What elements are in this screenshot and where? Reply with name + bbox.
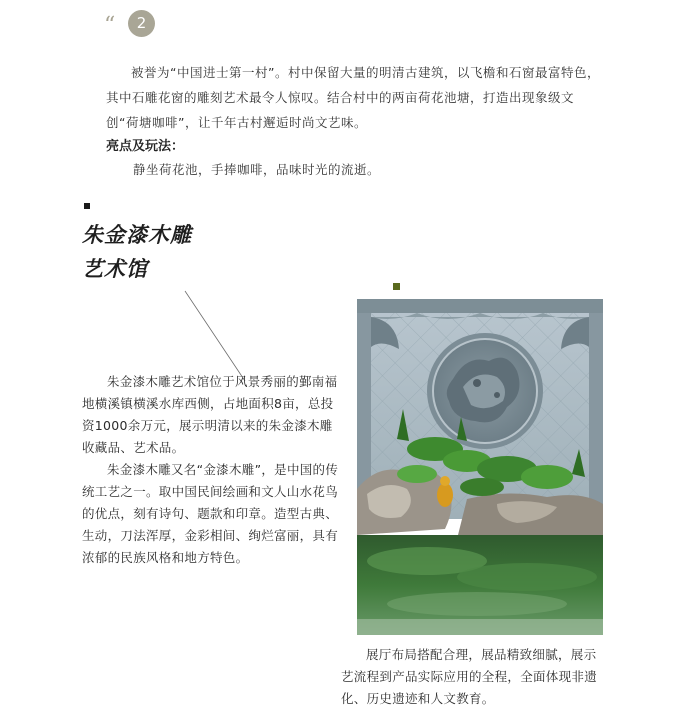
quote-mark-icon: “ <box>104 13 116 38</box>
caption-line-2: 艺流程到产品实际应用的全程，全面体现非遗 <box>341 669 598 684</box>
caption-line-3: 化、历史遗迹和人文教育。 <box>341 691 495 706</box>
decorative-diagonal-line <box>184 290 246 382</box>
section-title <box>82 218 192 286</box>
section-title-line1: 朱金漆木雕 <box>82 223 192 247</box>
highlight-label: 亮点及玩法： <box>106 139 185 154</box>
section-description <box>82 371 344 569</box>
accent-square-icon <box>393 283 400 290</box>
section-title-line2: 艺术馆 <box>82 257 148 281</box>
highlight-text: 静坐荷花池，手捧咖啡，品味时光的流逝。 <box>133 162 381 177</box>
museum-photo <box>357 299 603 635</box>
caption-line-1: 展厅布局搭配合理，展品精致细腻，展示 <box>366 647 597 662</box>
description-paragraph-2: 朱金漆木雕又名“金漆木雕”，是中国的传统工艺之一。取中国民间绘画和文人山水花鸟的优点，刻有诗句、题款和印章。造型古典、生动，刀法浑厚，金彩相间、绚烂富丽，具有浓郁的民族风格和地方特色。 <box>82 462 339 565</box>
photo-caption <box>341 644 604 710</box>
bullet-square-icon <box>84 203 90 209</box>
intro-paragraph: 被誉为“中国进士第一村”。村中保留大量的明清古建筑，以飞檐和石窗最富特色，其中石雕花窗的雕刻艺术最令人惊叹。结合村中的两亩荷花池塘，打造出现象级文创“荷塘咖啡”，让千年古村邂逅时尚文艺味。 <box>106 65 600 130</box>
description-paragraph-1: 朱金漆木雕艺术馆位于风景秀丽的鄞南福地横溪镇横溪水库西侧，占地面积8亩，总投资1000余万元，展示明清以来的朱金漆木雕收藏品、艺术品。 <box>82 374 338 455</box>
section-number-badge: 2 <box>128 10 155 37</box>
